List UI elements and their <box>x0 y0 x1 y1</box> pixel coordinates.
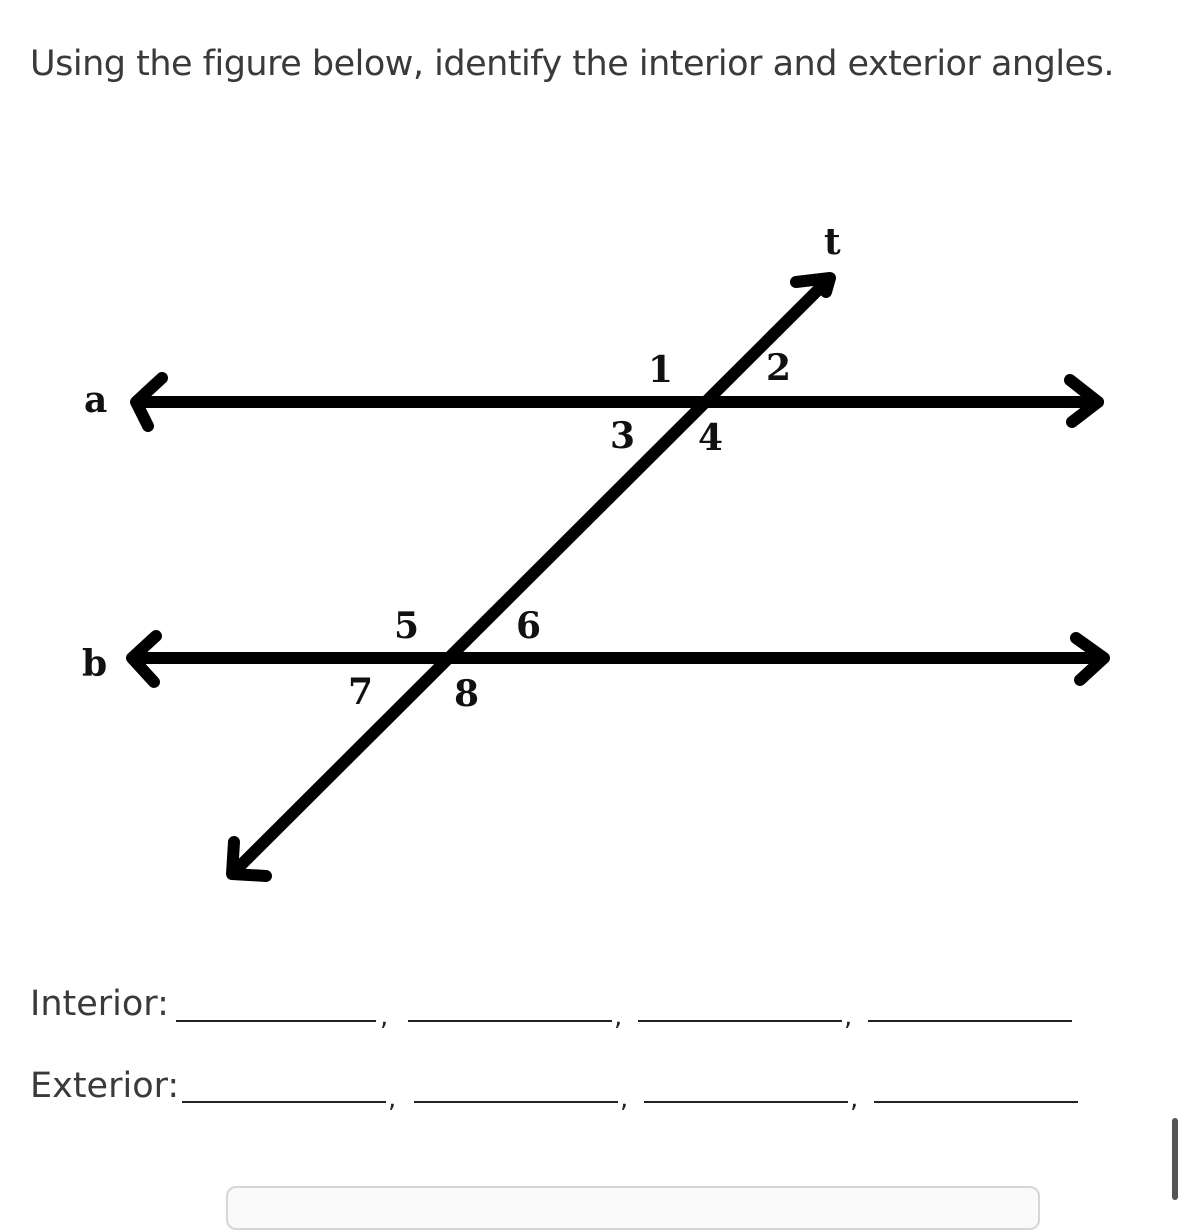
interior-comma-3: , <box>844 1002 853 1032</box>
interior-comma-2: , <box>614 1002 623 1032</box>
angle-5-label: 5 <box>394 605 420 647</box>
angle-8-label: 8 <box>454 673 480 715</box>
angle-7-label: 7 <box>348 671 374 713</box>
interior-blank-4[interactable] <box>868 1020 1072 1022</box>
exterior-blank-1[interactable] <box>182 1101 386 1103</box>
angle-6-label: 6 <box>516 605 542 647</box>
exterior-comma-1: , <box>388 1084 397 1114</box>
scrollbar-thumb[interactable] <box>1172 1118 1178 1200</box>
line-b-label: b <box>82 643 108 685</box>
exterior-blank-4[interactable] <box>874 1101 1078 1103</box>
line-a-label: a <box>84 379 108 421</box>
exterior-comma-2: , <box>620 1084 629 1114</box>
interior-blank-2[interactable] <box>408 1020 612 1022</box>
angle-2-label: 2 <box>766 347 792 389</box>
angle-4-label: 4 <box>698 417 724 459</box>
transversal-t <box>232 278 830 876</box>
interior-label: Interior: <box>30 984 169 1024</box>
angle-3-label: 3 <box>610 415 636 457</box>
interior-blank-3[interactable] <box>638 1020 842 1022</box>
line-b <box>132 636 1104 682</box>
interior-blank-1[interactable] <box>176 1020 376 1022</box>
angle-1-label: 1 <box>648 349 674 391</box>
interior-comma-1: , <box>380 1002 389 1032</box>
exterior-blank-3[interactable] <box>644 1101 848 1103</box>
bottom-button-edge[interactable] <box>226 1186 1040 1230</box>
question-text: Using the figure below, identify the interior and exterior angles. <box>30 44 1114 84</box>
exterior-blank-2[interactable] <box>414 1101 618 1103</box>
exterior-comma-3: , <box>850 1084 859 1114</box>
transversal-label: t <box>824 221 841 263</box>
exterior-label: Exterior: <box>30 1066 180 1106</box>
